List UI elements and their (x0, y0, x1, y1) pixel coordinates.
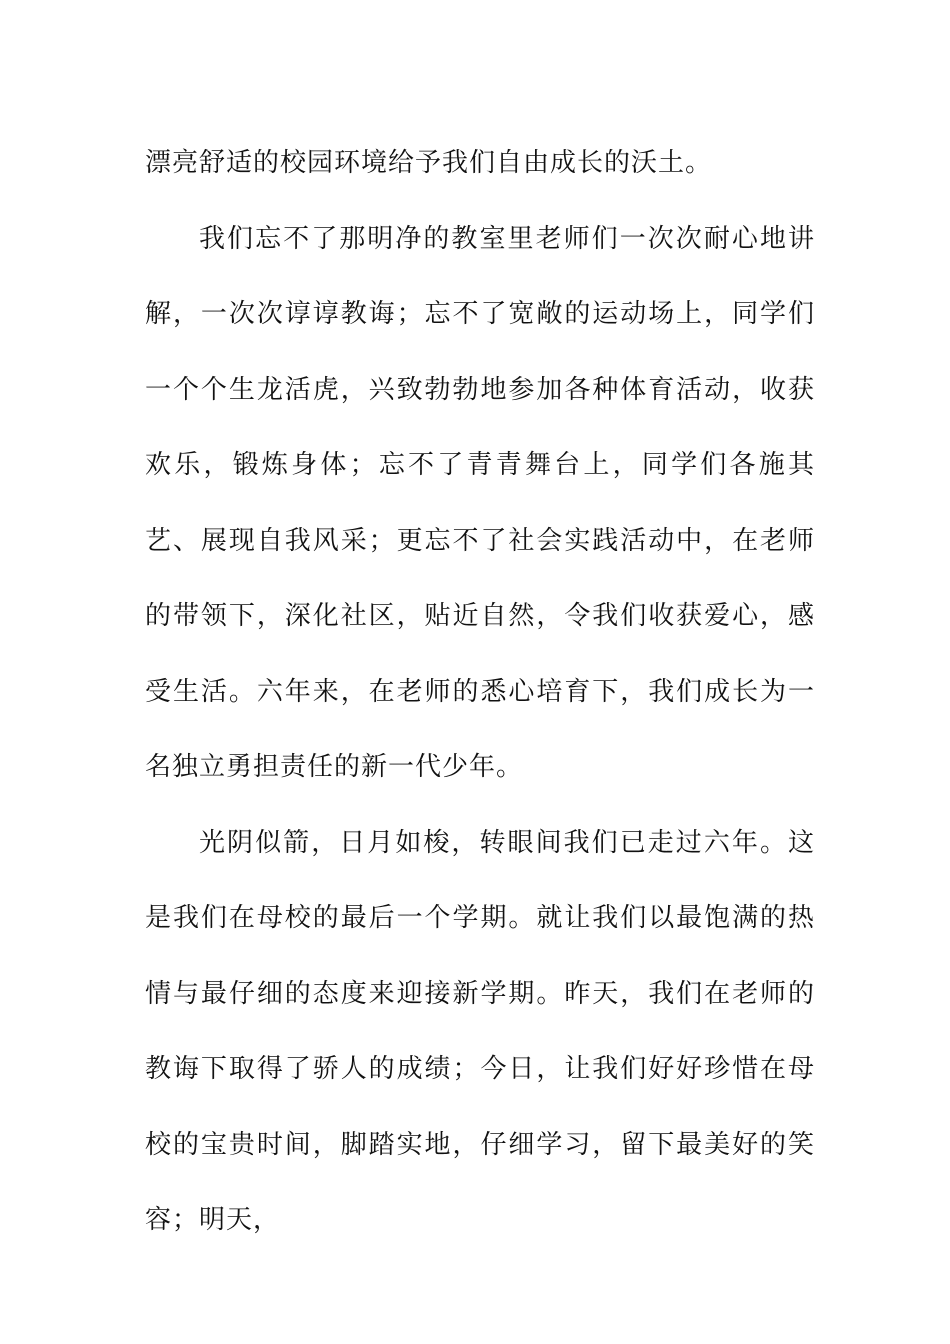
paragraph-final-semester: 光阴似箭，日月如梭，转眼间我们已走过六年。这是我们在母校的最后一个学期。就让我们以最饱满的热情与最仔细的态度来迎接新学期。昨天，我们在老师的教诲下取得了骄人的成绩；今日，让我们好好珍惜在母校的宝贵时间，脚踏实地，仔细学习，留下最美好的笑容；明天， (145, 827, 815, 1235)
paragraph-continuation: 漂亮舒适的校园环境给予我们自由成长的沃土。 (145, 148, 713, 178)
document-body (145, 126, 815, 1259)
paragraph-memories: 我们忘不了那明净的教室里老师们一次次耐心地讲解，一次次谆谆教诲；忘不了宽敞的运动场上，同学们一个个生龙活虎，兴致勃勃地参加各种体育活动，收获欢乐，锻炼身体；忘不了青青舞台上，同学们各施其艺、展现自我风采；更忘不了社会实践活动中，在老师的带领下，深化社区，贴近自然，令我们收获爱心，感受生活。六年来，在老师的悉心培育下，我们成长为一名独立勇担责任的新一代少年。 (145, 223, 815, 782)
